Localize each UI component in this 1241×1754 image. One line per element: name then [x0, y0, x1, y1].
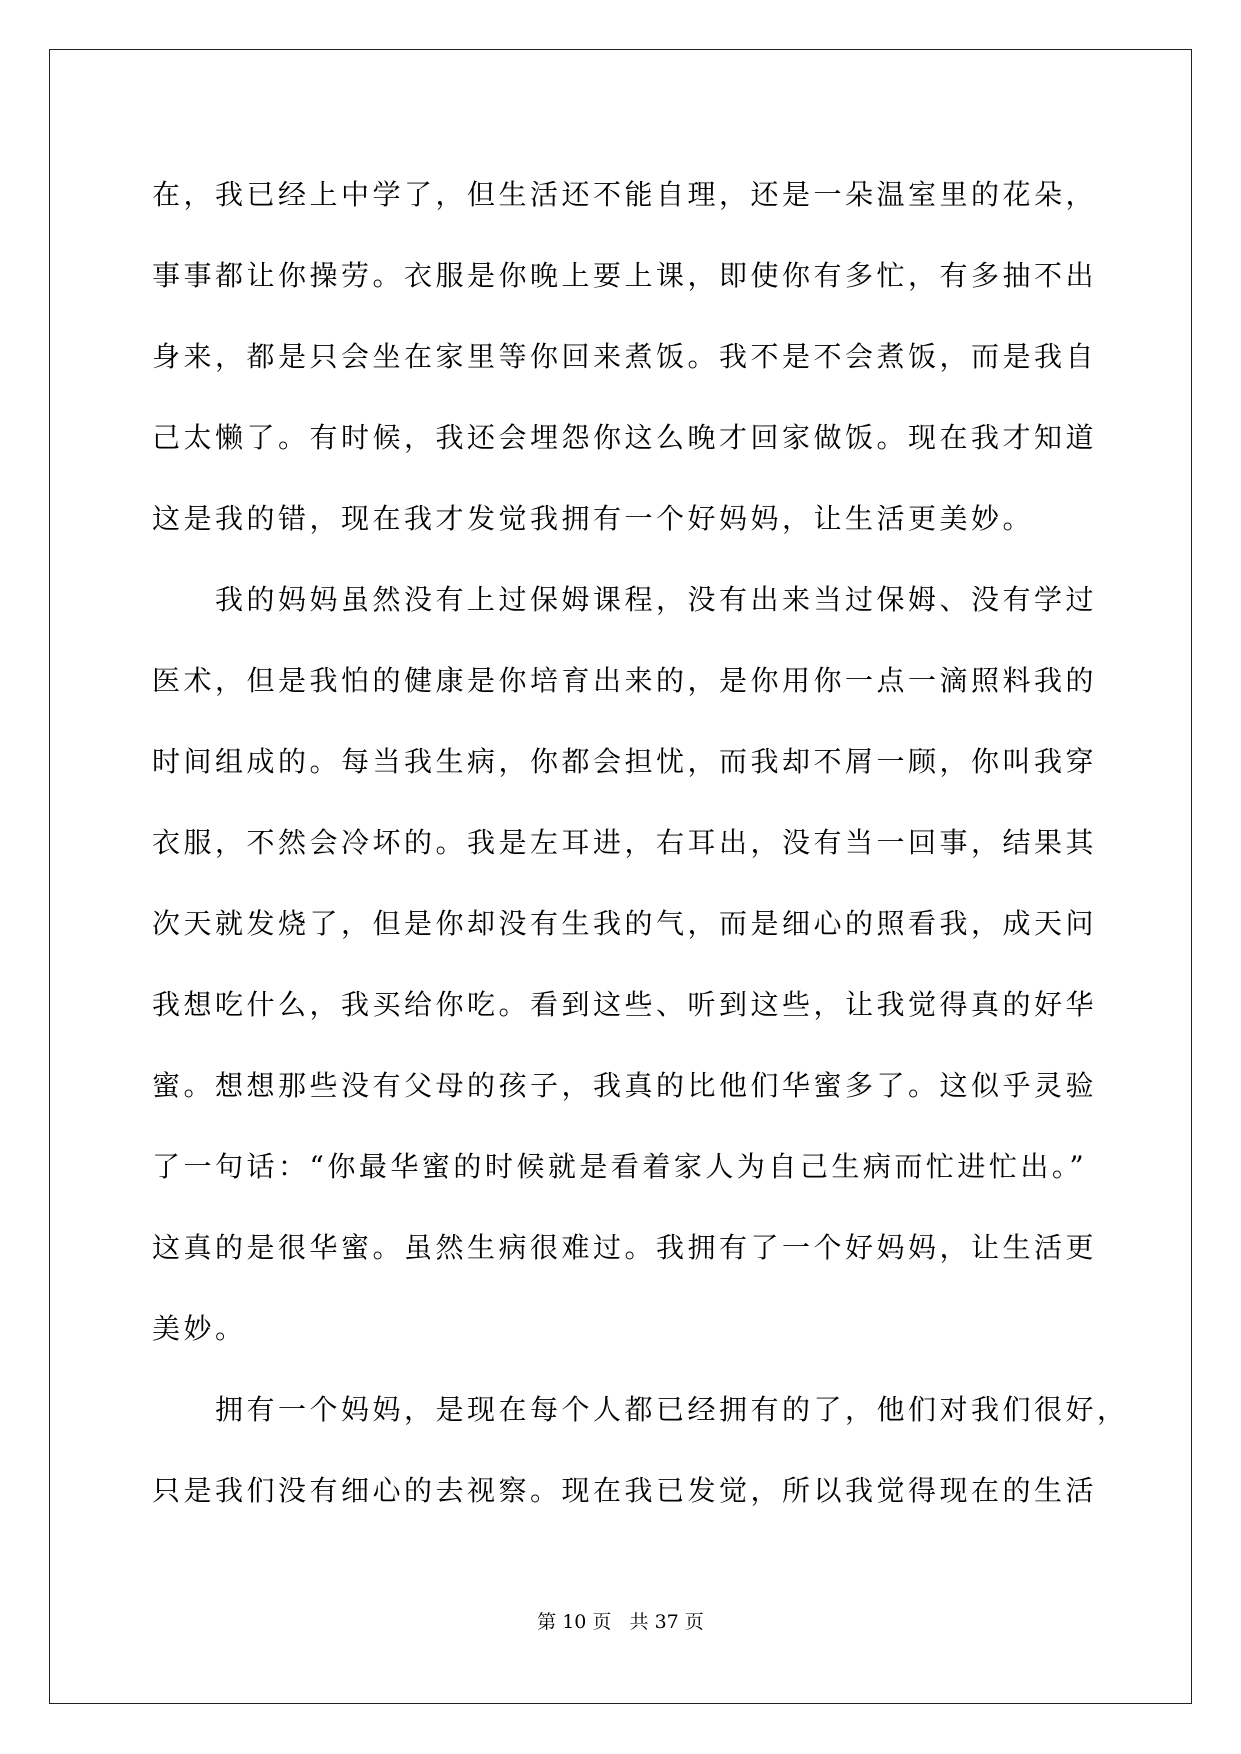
text-line: 事事都让你操劳。衣服是你晚上要上课，即使你有多忙，有多抽不出 [152, 259, 1098, 292]
text-line: 时间组成的。每当我生病，你都会担忧，而我却不屑一顾，你叫我穿 [152, 745, 1098, 778]
text-line: 这是我的错，现在我才发觉我拥有一个好妈妈，让生活更美妙。 [152, 502, 1035, 535]
page-number-footer: 第 10 页 共 37 页 [537, 1611, 704, 1633]
text-line: 只是我们没有细心的去视察。现在我已发觉，所以我觉得现在的生活 [152, 1474, 1098, 1507]
text-line: 身来，都是只会坐在家里等你回来煮饭。我不是不会煮饭，而是我自 [152, 340, 1098, 373]
text-line: 我想吃什么，我买给你吃。看到这些、听到这些，让我觉得真的好华 [152, 988, 1098, 1021]
text-line: 拥有一个妈妈，是现在每个人都已经拥有的了，他们对我们很好， [152, 1393, 1129, 1426]
text-line: 次天就发烧了，但是你却没有生我的气，而是细心的照看我，成天问 [152, 907, 1098, 940]
text-line: 这真的是很华蜜。虽然生病很难过。我拥有了一个好妈妈，让生活更 [152, 1231, 1098, 1264]
text-line: 我的妈妈虽然没有上过保姆课程，没有出来当过保姆、没有学过 [152, 583, 1098, 616]
text-line: 美妙。 [152, 1312, 247, 1345]
text-line: 医术，但是我怕的健康是你培育出来的，是你用你一点一滴照料我的 [152, 664, 1098, 697]
text-line: 蜜。想想那些没有父母的孩子，我真的比他们华蜜多了。这似乎灵验 [152, 1069, 1098, 1102]
text-line: 了一句话：“你最华蜜的时候就是看着家人为自己生病而忙进忙出。” [152, 1150, 1088, 1183]
text-line: 衣服，不然会冷坏的。我是左耳进，右耳出，没有当一回事，结果其 [152, 826, 1098, 859]
text-line: 己太懒了。有时候，我还会埋怨你这么晚才回家做饭。现在我才知道 [152, 421, 1098, 454]
text-line: 在，我已经上中学了，但生活还不能自理，还是一朵温室里的花朵， [152, 178, 1098, 211]
document-body [152, 160, 1129, 1537]
